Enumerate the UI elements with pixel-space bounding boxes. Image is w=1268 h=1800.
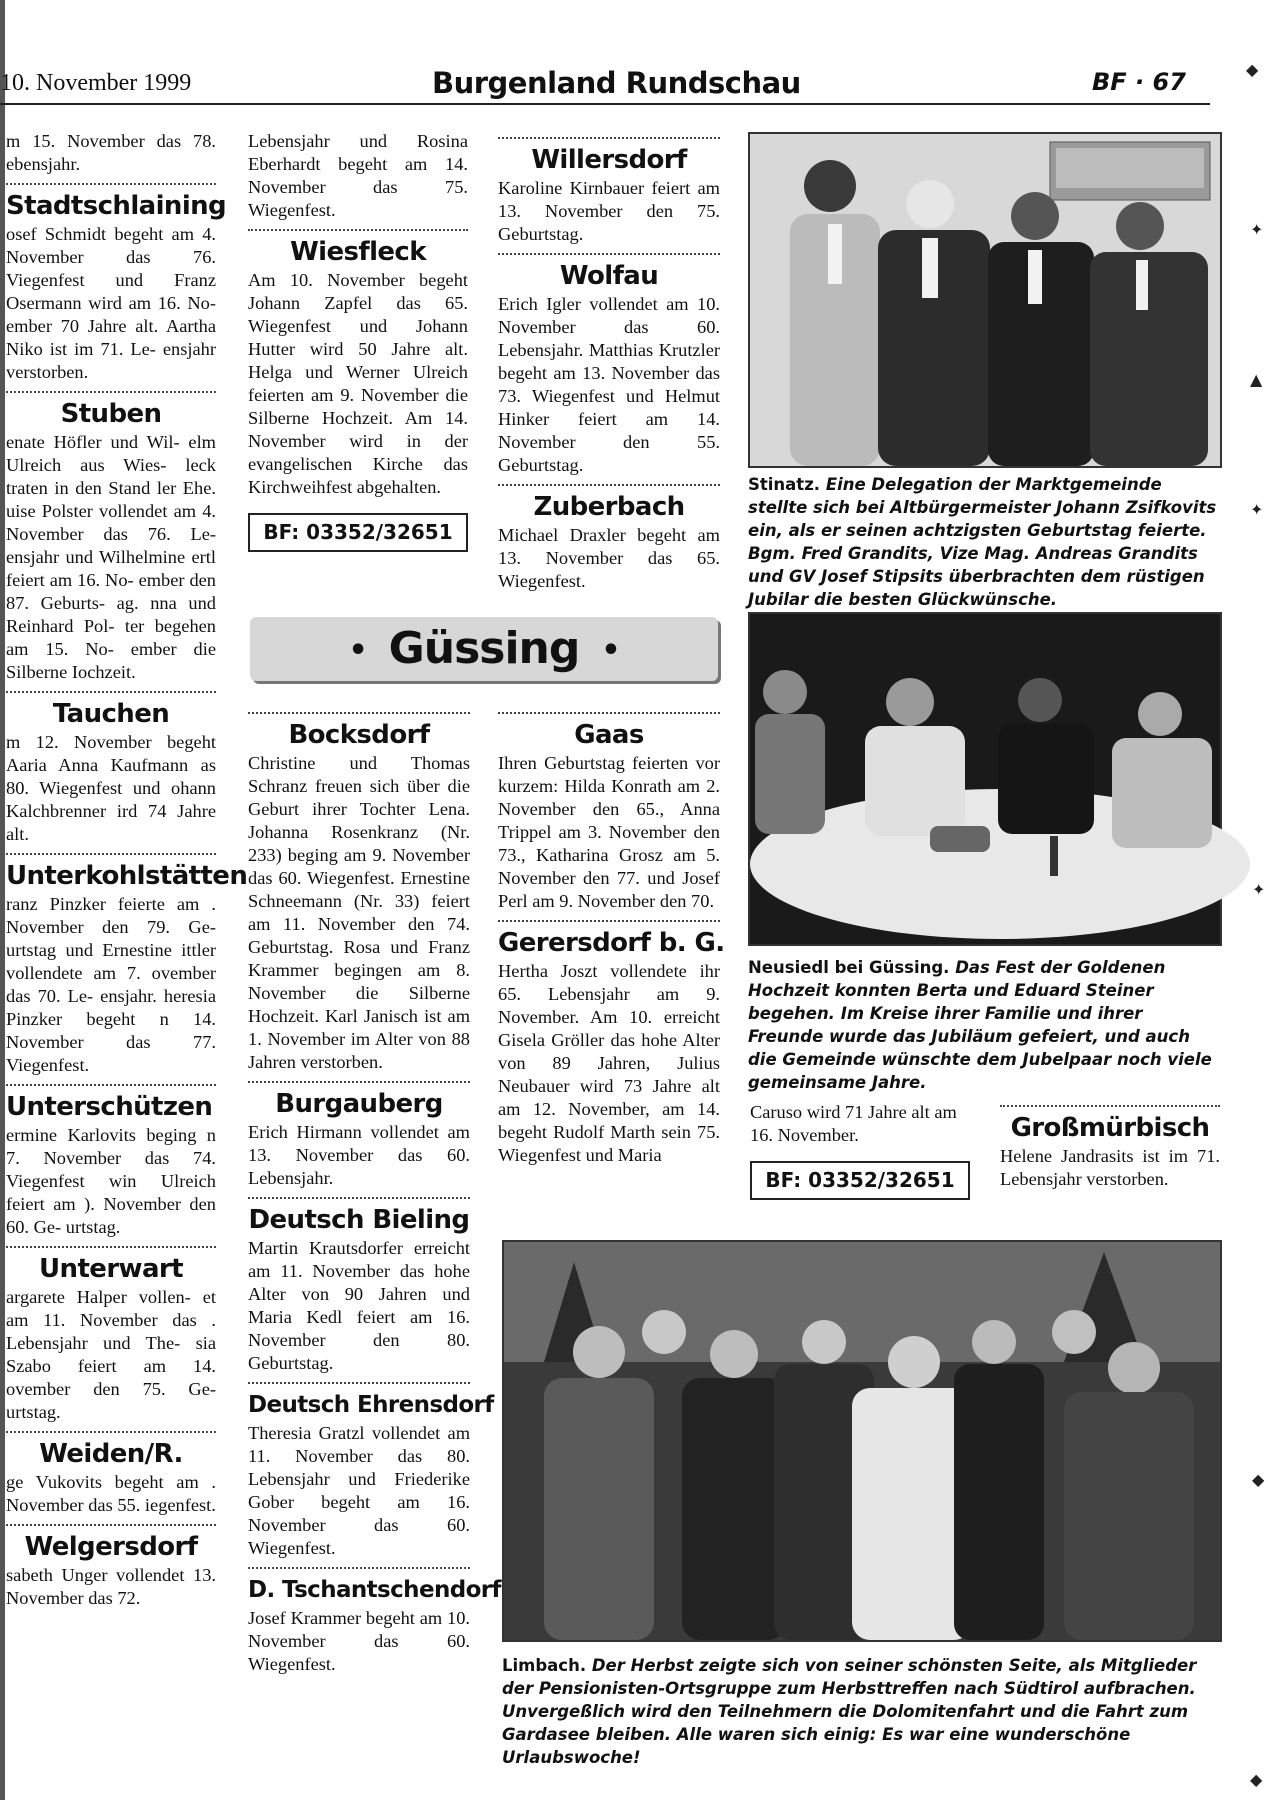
section-heading: Unterwart [39, 1254, 183, 1284]
page-left-edge [0, 0, 5, 1800]
section-text: Erich Igler vollendet am 10. November das 60. Lebensjahr. Matthias Krutzler begeht am 13. November das 73. Wiegenfest und Helmut Hinker feiert am 14. November den 55. Geburtstag. [498, 294, 720, 475]
scan-mark: ◆ [1250, 1770, 1263, 1789]
caption-text: Das Fest der Goldenen Hochzeit konnten Berta und Eduard Steiner begehen. Im Kreise ihrer Familie und ihrer Freunde wurde das Jubiläum gefeiert, und auch die Gemeinde wünschte dem Jubelpaar noch viele gemeinsame Jahre. [748, 958, 1212, 1092]
dotted-separator [248, 1382, 470, 1384]
banner-title: Güssing [388, 623, 580, 674]
bf-phone-box: BF: 03352/32651 [248, 513, 468, 552]
scan-mark: ◆ [1252, 1470, 1265, 1489]
dotted-separator [248, 1081, 470, 1083]
section-heading: Stuben [60, 399, 162, 429]
column-3-bottom [498, 705, 725, 1167]
section-heading: Willersdorf [531, 145, 687, 175]
column-3-top [498, 130, 720, 593]
section-heading: Burgauberg [275, 1089, 443, 1119]
dotted-separator [6, 1246, 216, 1248]
dotted-separator [6, 691, 216, 693]
dotted-separator [6, 1084, 216, 1086]
section-heading: Wiesfleck [290, 237, 426, 267]
issue-date: 10. November 1999 [0, 70, 192, 96]
section-text: Josef Krammer begeht am 10. November das 60. Wiegenfest. [248, 1608, 470, 1674]
section-heading: Stadtschlaining [6, 191, 227, 221]
section-heading: Weiden/R. [39, 1439, 183, 1469]
caption-limbach [502, 1654, 1220, 1769]
dotted-separator [498, 253, 720, 255]
photo-limbach [502, 1240, 1222, 1642]
section-text: Karoline Kirnbauer feiert am 13. November den 75. Geburtstag. [498, 178, 720, 244]
dotted-separator [498, 920, 720, 922]
caption-place: Neusiedl bei Güssing. [748, 958, 950, 977]
photo-stinatz [748, 132, 1222, 468]
dotted-separator [498, 484, 720, 486]
column-5-bottom [1000, 1098, 1220, 1191]
section-heading: Wolfau [559, 261, 659, 291]
caption-text: Der Herbst zeigte sich von seiner schönsten Seite, als Mitglieder der Pensionisten-Ortsgruppe zum Herbsttreffen nach Südtirol aufbrachen. Unvergeßlich wird den Teilnehmern die Dolomitenfahrt und die Fahrt zum Gardasee bleiben. Alle waren sich einig: Es war eine wunderschöne Urlaubswoche! [502, 1656, 1197, 1767]
scan-mark: ✦ [1250, 220, 1264, 239]
dotted-separator [248, 229, 468, 231]
section-text: Erich Hirmann vollendet am 13. November das 60. Lebensjahr. [248, 1122, 470, 1188]
dotted-separator [248, 1197, 470, 1199]
scan-mark: ◆ [1246, 60, 1259, 79]
caption-place: Limbach. [502, 1656, 587, 1675]
section-text: ermine Karlovits beging n 7. November das 74. Viegenfest win Ulreich feiert am ). November den 60. Ge- urtstag. [6, 1125, 216, 1237]
dotted-separator [498, 137, 720, 139]
header-rule [0, 103, 1210, 105]
dotted-separator [6, 183, 216, 185]
section-text: Martin Krautsdorfer erreicht am 11. November das hohe Alter von 90 Jahren und Maria Kedl feiert am 16. November den 80. Geburtstag. [248, 1238, 470, 1373]
section-heading: Bocksdorf [288, 720, 430, 750]
section-text: m 12. November begeht Aaria Anna Kaufmann as 80. Wiegenfest und ohann Kalchbrenner ird 74 Jahre alt. [6, 732, 216, 844]
caption-text: Eine Delegation der Marktgemeinde stellte sich bei Altbürgermeister Johann Zsifkovits ein, als er seinen achtzigsten Geburtstag feierte. Bgm. Fred Grandits, Vize Mag. Andreas Grandits und GV Josef Stipsits überbrachten dem rüstigen Jubilar die besten Glückwünsche. [748, 475, 1217, 609]
section-text: Christine und Thomas Schranz freuen sich über die Geburt ihrer Tochter Lena. Johanna Rosenkranz (Nr. 233) beging am 9. November das 60. Wiegenfest. Ernestine Schneemann (Nr. 33) feiert am 11. November den 74. Geburtstag. Rosa und Franz Krammer begingen am 8. November die Silberne Hochzeit. Karl Janisch ist am 1. November im Alter von 88 Jahren verstorben. [248, 753, 470, 1072]
dotted-separator [6, 853, 216, 855]
section-text: osef Schmidt begeht am 4. November das 76. Viegenfest und Franz Osermann wird am 16. No- ember 70 Jahre alt. Aartha Niko ist im 71. Le- ensjahr verstorben. [6, 224, 216, 382]
section-heading: Gaas [574, 720, 644, 750]
photo-stinatz-image [750, 134, 1220, 466]
region-banner [250, 617, 718, 681]
section-heading: Tauchen [52, 699, 170, 729]
section-heading: Unterschützen [6, 1092, 213, 1122]
dotted-separator [6, 1431, 216, 1433]
section-text: sabeth Unger vollendet 13. November das 72. [6, 1565, 216, 1608]
section-heading: Unterkohlstätten [6, 861, 248, 891]
column-2-bottom [248, 705, 501, 1676]
section-text: Am 10. November begeht Johann Zapfel das 65. Wiegenfest und Johann Hutter wird 50 Jahre alt. Helga und Werner Ulreich feierten am 9. November die Silberne Hochzeit. Am 14. November wird in der evangelischen Kirche das Kirchweihfest abgehalten. [248, 270, 468, 497]
scan-mark: ▲ [1250, 370, 1263, 389]
dotted-separator [6, 1524, 216, 1526]
caption-stinatz [748, 473, 1222, 611]
section-heading: Welgersdorf [24, 1532, 198, 1562]
section-heading: Großmürbisch [1010, 1113, 1210, 1143]
section-text: ge Vukovits begeht am . November das 55. iegenfest. [6, 1472, 216, 1515]
section-text: Helene Jandrasits ist im 71. Lebensjahr verstorben. [1000, 1146, 1220, 1189]
scan-mark: ✦ [1250, 500, 1264, 519]
dotted-separator [248, 712, 470, 714]
newspaper-title: Burgenland Rundschau [432, 66, 801, 100]
dotted-separator [498, 712, 720, 714]
page-number: BF · 67 [1092, 68, 1186, 96]
dotted-separator [1000, 1105, 1220, 1107]
photo-neusiedl [748, 612, 1222, 946]
column-4-bottom [750, 1101, 980, 1200]
dotted-separator [248, 1567, 470, 1569]
scan-mark: ✦ [1252, 880, 1266, 899]
section-heading: Zuberbach [533, 492, 685, 522]
section-text: ranz Pinzker feierte am . November den 79. Ge- urtstag und Ernestine ittler vollendete am 7. ovember das 70. Le- ensjahr. heresia Pinzker begeht n 14. November das 77. Viegenfest. [6, 894, 216, 1075]
section-text: argarete Halper vollen- et am 11. November das . Lebensjahr und The- sia Szabo feiert am 14. ovember den 75. Ge- urtstag. [6, 1287, 216, 1422]
dotted-separator [6, 391, 216, 393]
bf-phone-box: BF: 03352/32651 [750, 1161, 970, 1200]
section-heading: D. Tschantschendorf [248, 1577, 501, 1603]
banner-bullet: • [348, 633, 367, 668]
photo-limbach-image [504, 1242, 1220, 1640]
section-text: Michael Draxler begeht am 13. November das 65. Wiegenfest. [498, 525, 720, 591]
col1-intro: m 15. November das 78. ebensjahr. [6, 131, 216, 174]
section-text: enate Höfler und Wil- elm Ulreich aus Wies- leck traten in den Stand ler Ehe. uise Polster vollendet am 4. November das 76. Le- ensjahr und Wilhelmine ertl feiert am 16. No- ember den 87. Geburts- ag. nna und Reinhard Pol- ter begehen am 15. No- ember die Silberne Iochzeit. [6, 432, 216, 682]
caruso-text: Caruso wird 71 Jahre alt am 16. November. [750, 1102, 957, 1145]
section-heading: Deutsch Bieling [248, 1205, 470, 1235]
photo-neusiedl-image [750, 614, 1220, 944]
col2-intro: Lebensjahr und Rosina Eberhardt begeht am 14. November das 75. Wiegenfest. [248, 131, 468, 220]
section-heading: Deutsch Ehrensdorf [248, 1392, 494, 1418]
banner-bullet: • [601, 633, 620, 668]
section-heading: Gerersdorf b. G. [498, 928, 725, 958]
section-text: Theresia Gratzl vollendet am 11. November das 80. Lebensjahr und Friederike Gober begeht am 16. November das 60. Wiegenfest. [248, 1423, 470, 1558]
column-1 [6, 130, 248, 1610]
caption-place: Stinatz. [748, 475, 821, 494]
caption-neusiedl [748, 956, 1222, 1094]
column-2-top [248, 130, 468, 552]
section-text: Hertha Joszt vollendete ihr 65. Lebensjahr am 9. November. Am 10. erreicht Gisela Gröller das hohe Alter von 89 Jahren, Julius Neubauer wird 73 Jahre alt am 12. November, am 14. begeht Rudolf Marth sein 75. Wiegenfest und Maria [498, 961, 720, 1165]
section-text: Ihren Geburtstag feierten vor kurzem: Hilda Konrath am 2. November den 65., Anna Trippel am 3. November den 73., Katharina Grosz am 5. November den 77. und Josef Perl am 9. November den 70. [498, 753, 720, 911]
